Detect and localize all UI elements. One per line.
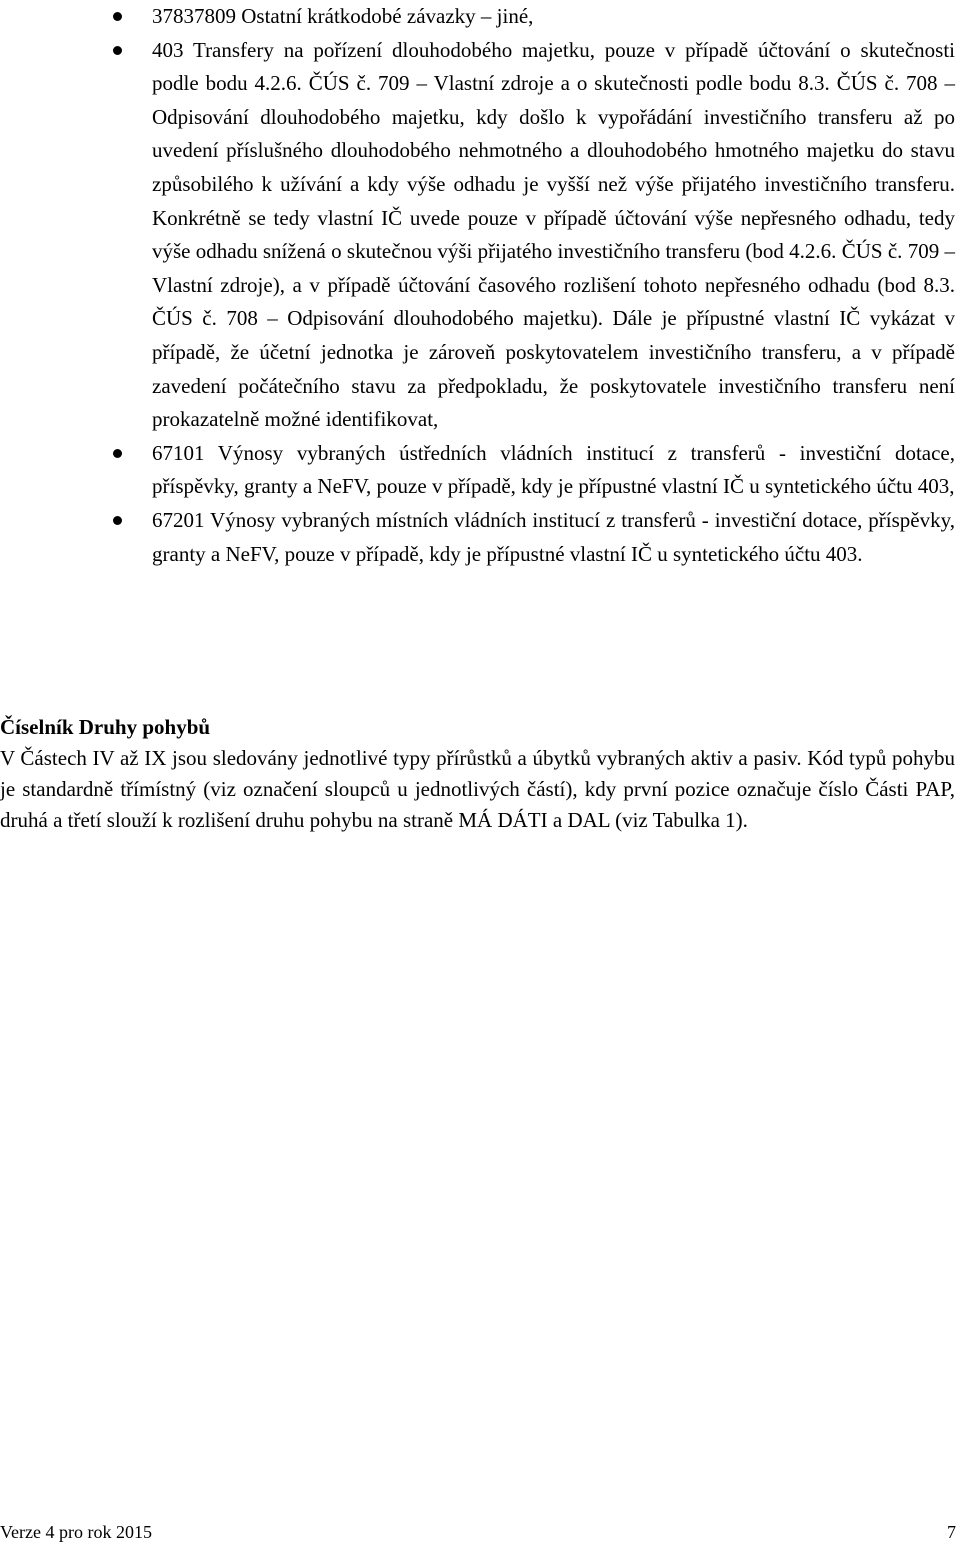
bullet-dot-icon: [113, 449, 122, 458]
section-heading: Číselník Druhy pohybů: [0, 715, 211, 739]
bullet-item-37837809: [0, 0, 960, 34]
bullet-text: 403 Transfery na pořízení dlouhodobého majetku, pouze v případě účtování o skutečnosti podle bodu 4.2.6. ČÚS č. 709 – Vlastní zdroje a o skutečnosti podle bodu 8.3. ČÚS č. 708 – Odpisování dlouhodobého majetku, kdy došlo k vypořádání investičního transferu až po uvedení příslušného dlouhodobého nehmotného a dlouhodobého hmotného majetku do stavu způsobilého k užívání a kdy výše odhadu je vyšší než výše přijatého investičního transferu. Konkrétně se tedy vlastní IČ uvede pouze v případě účtování výše nepřesného odhadu, tedy výše odhadu snížená o skutečnou výši přijatého investičního transferu (bod 4.2.6. ČÚS č. 709 – Vlastní zdroje), a v případě účtování časového rozlišení tohoto nepřesného odhadu (bod 8.3. ČÚS č. 708 – Odpisování dlouhodobého majetku). Dále je přípustné vlastní IČ vykázat v případě, že účetní jednotka je zároveň poskytovatelem investičního transferu, a v případě zavedení počátečního stavu za předpokladu, že poskytovatele investičního transferu není prokazatelně možné identifikovat,: [152, 37, 955, 432]
account-bullet-list: [0, 0, 960, 571]
bullet-item-403: [0, 34, 960, 437]
bullet-text: 37837809 Ostatní krátkodobé závazky – jiné,: [152, 4, 534, 28]
bullet-dot-icon: [113, 12, 122, 21]
bullet-dot-icon: [113, 46, 122, 55]
bullet-text: 67101 Výnosy vybraných ústředních vládních institucí z transferů - investiční dotace, příspěvky, granty a NeFV, pouze v případě, kdy je přípustné vlastní IČ u syntetického účtu 403,: [152, 440, 955, 499]
footer-version: Verze 4 pro rok 2015: [0, 1522, 152, 1542]
bullet-text: 67201 Výnosy vybraných místních vládních institucí z transferů - investiční dotace, příspěvky, granty a NeFV, pouze v případě, kdy je přípustné vlastní IČ u syntetického účtu 403.: [152, 507, 955, 566]
druhy-pohybu-section: [0, 712, 955, 836]
bullet-item-67201: [0, 504, 960, 571]
bullet-dot-icon: [113, 516, 122, 525]
section-paragraph: V Částech IV až IX jsou sledovány jednotlivé typy přírůstků a úbytků vybraných aktiv a pasiv. Kód typů pohybu je standardně třímístný (viz označení sloupců u jednotlivých částí), kdy první pozice označuje číslo Části PAP, druhá a třetí slouží k rozlišení druhu pohybu na straně MÁ DÁTI a DAL (viz Tabulka 1).: [0, 746, 955, 832]
bullet-item-67101: [0, 437, 960, 504]
footer-page-number: 7: [947, 1522, 956, 1542]
